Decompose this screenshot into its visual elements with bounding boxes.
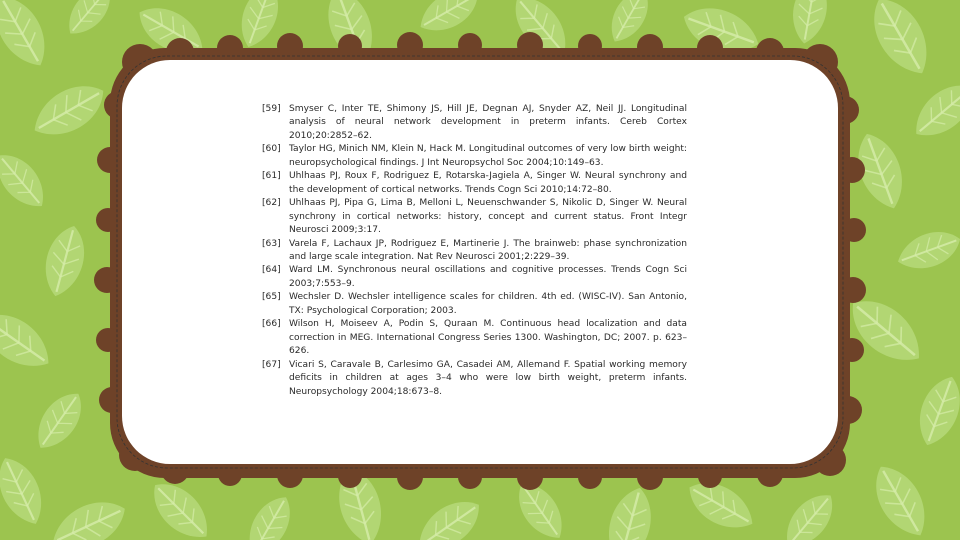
reference-number: [61] bbox=[262, 171, 281, 182]
reference-item bbox=[262, 291, 687, 318]
reference-text: Taylor HG, Minich NM, Klein N, Hack M. Longitudinal outcomes of very low birth weight: neuropsychological findings. J Int Neuropsychol Soc 2004;10:149–63. bbox=[289, 144, 687, 168]
reference-number: [60] bbox=[262, 144, 281, 155]
reference-text: Vicari S, Caravale B, Carlesimo GA, Casadei AM, Allemand F. Spatial working memory deficits in children at ages 3–4 who were low birth weight, preterm infants. Neuropsychology 2004;18:673–8. bbox=[289, 359, 687, 397]
reference-item bbox=[262, 238, 687, 265]
reference-item bbox=[262, 170, 687, 197]
reference-item bbox=[262, 103, 687, 143]
reference-item bbox=[262, 197, 687, 237]
reference-item bbox=[262, 359, 687, 399]
reference-item bbox=[262, 318, 687, 358]
reference-list bbox=[262, 103, 687, 399]
reference-number: [67] bbox=[262, 359, 281, 370]
reference-item bbox=[262, 143, 687, 170]
reference-text: Smyser C, Inter TE, Shimony JS, Hill JE, Degnan AJ, Snyder AZ, Neil JJ. Longitudinal analysis of neural network development in preterm infants. Cereb Cortex 2010;20:2852–62. bbox=[289, 104, 687, 141]
reference-number: [63] bbox=[262, 238, 281, 249]
reference-item bbox=[262, 264, 687, 291]
reference-number: [65] bbox=[262, 292, 281, 303]
reference-number: [59] bbox=[262, 104, 281, 114]
reference-number: [62] bbox=[262, 198, 281, 209]
reference-number: [64] bbox=[262, 265, 281, 276]
reference-text: Ward LM. Synchronous neural oscillations and cognitive processes. Trends Cogn Sci 2003;7:553–9. bbox=[289, 265, 687, 289]
reference-text: Wilson H, Moiseev A, Podin S, Quraan M. Continuous head localization and data correction in MEG. International Congress Series 1300. Washington, DC; 2007. p. 623–626. bbox=[289, 319, 687, 357]
reference-text: Uhlhaas PJ, Pipa G, Lima B, Melloni L, Neuenschwander S, Nikolic D, Singer W. Neural synchrony in cortical networks: history, concept and current status. Front Integr Neurosci 2009;3:17. bbox=[289, 198, 687, 236]
reference-text: Varela F, Lachaux JP, Rodriguez E, Martinerie J. The brainweb: phase synchronization and large scale integration. Nat Rev Neurosci 2001;2:229–39. bbox=[289, 238, 687, 262]
reference-number: [66] bbox=[262, 319, 281, 330]
reference-text: Wechsler D. Wechsler intelligence scales for children. 4th ed. (WISC-IV). San Antonio, TX: Psychological Corporation; 2003. bbox=[289, 292, 687, 316]
reference-text: Uhlhaas PJ, Roux F, Rodriguez E, Rotarska-Jagiela A, Singer W. Neural synchrony and the development of cortical networks. Trends Cogn Sci 2010;14:72–80. bbox=[289, 171, 687, 195]
